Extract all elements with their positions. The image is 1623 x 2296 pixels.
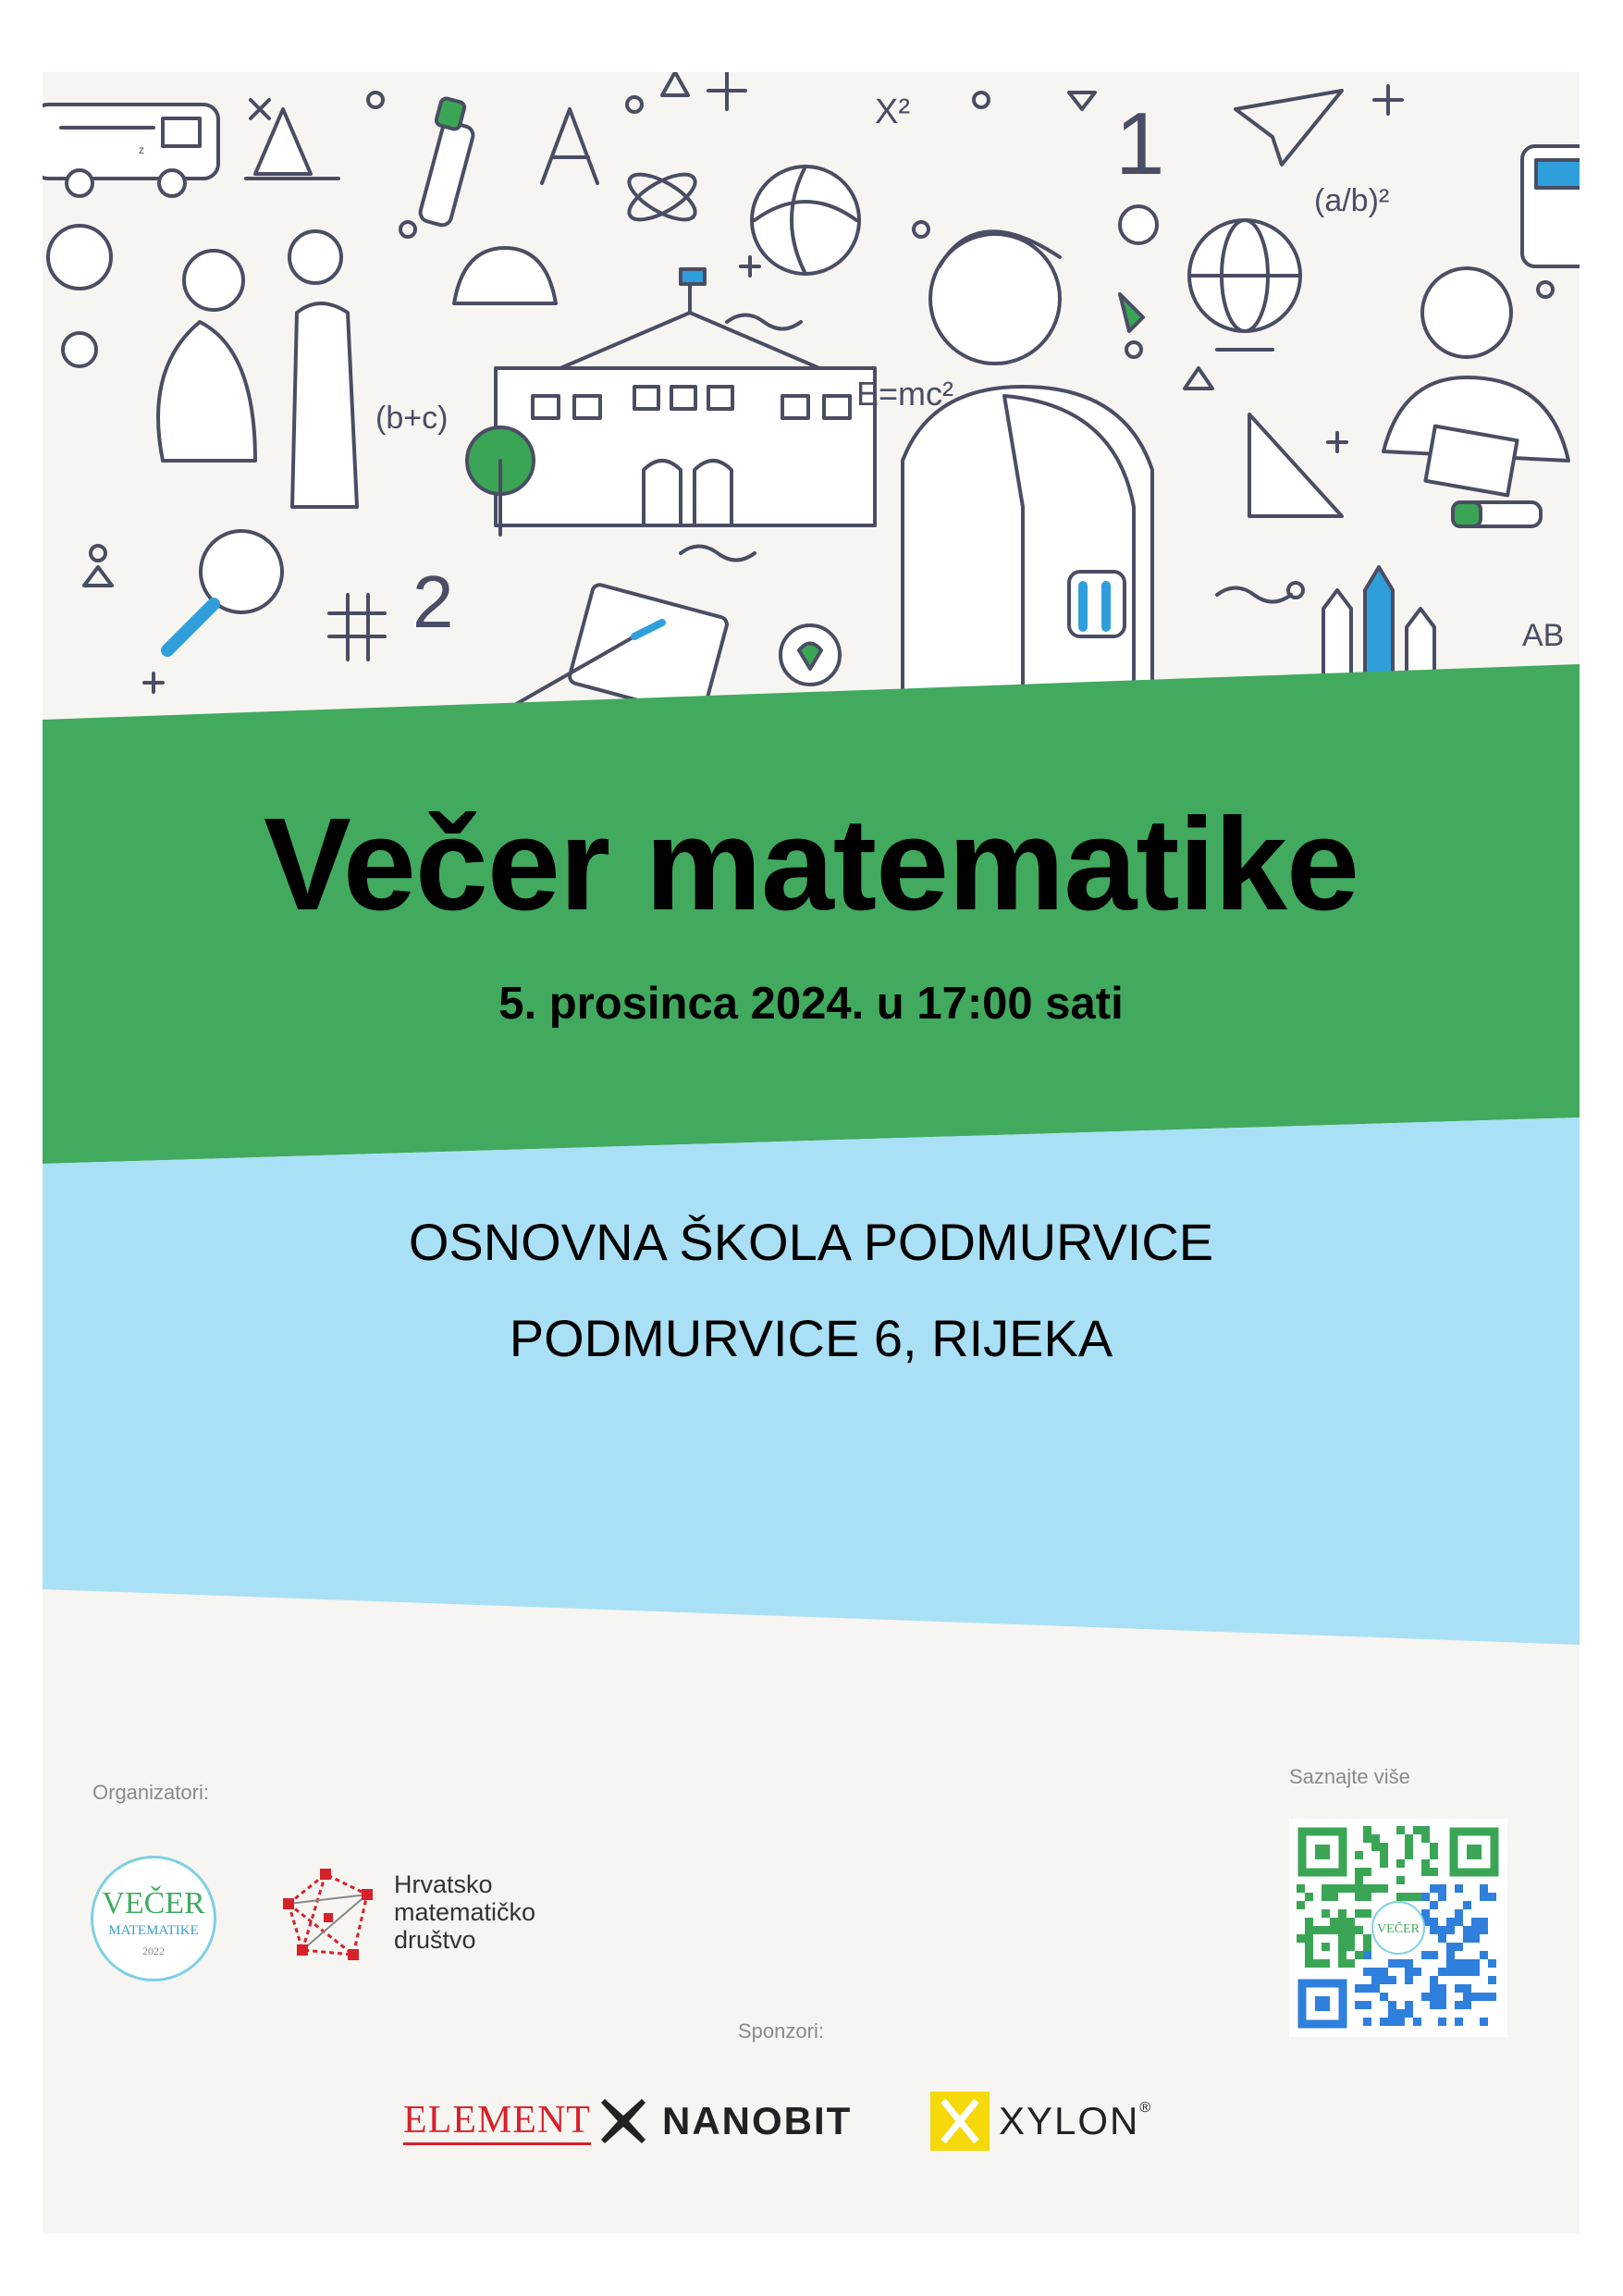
venue-address: PODMURVICE 6, RIJEKA bbox=[509, 1309, 1113, 1367]
qr-module bbox=[1388, 2009, 1396, 2018]
qr-module bbox=[1438, 2001, 1446, 2009]
vecer-logo-year: 2022 bbox=[142, 1944, 165, 1957]
qr-module bbox=[1463, 1968, 1471, 1976]
digit-two-label: 2 bbox=[412, 561, 454, 643]
qr-module bbox=[1338, 1909, 1346, 1918]
qr-module bbox=[1480, 2018, 1488, 2026]
qr-module bbox=[1355, 1893, 1363, 1901]
xylon-mark-icon bbox=[930, 2092, 990, 2151]
qr-module bbox=[1355, 1984, 1363, 1993]
qr-module bbox=[1471, 1993, 1480, 2001]
qr-module bbox=[1305, 1951, 1313, 1959]
qr-module bbox=[1438, 1968, 1446, 1976]
qr-module bbox=[1463, 1959, 1471, 1968]
qr-module bbox=[1305, 1926, 1313, 1934]
qr-module bbox=[1330, 1893, 1338, 1901]
qr-module bbox=[1430, 1918, 1438, 1926]
qr-module bbox=[1405, 1968, 1413, 1976]
qr-module bbox=[1297, 1884, 1305, 1893]
qr-module bbox=[1480, 1918, 1488, 1926]
qr-module bbox=[1322, 1893, 1330, 1901]
qr-module bbox=[1371, 1884, 1380, 1893]
nanobit-mark-icon bbox=[597, 2095, 649, 2147]
qr-module bbox=[1471, 1918, 1480, 1926]
qr-module bbox=[1471, 1968, 1480, 1976]
vecer-logo-title: VEČER bbox=[102, 1886, 205, 1920]
digit-one-label: 1 bbox=[1115, 94, 1165, 193]
qr-module bbox=[1305, 1943, 1313, 1951]
qr-module bbox=[1338, 1951, 1346, 1959]
hmd-line-1: Hrvatsko bbox=[394, 1870, 493, 1898]
qr-module bbox=[1322, 1909, 1330, 1918]
hmd-logo-icon[interactable] bbox=[279, 1867, 381, 1969]
element-wordmark: ELEMENT bbox=[403, 2098, 591, 2145]
qr-module bbox=[1430, 2001, 1438, 2009]
qr-module bbox=[1305, 1918, 1313, 1926]
qr-module bbox=[1430, 1926, 1438, 1934]
qr-module bbox=[1405, 1893, 1413, 1901]
qr-module bbox=[1430, 1868, 1438, 1876]
qr-module bbox=[1380, 1968, 1388, 1976]
qr-module bbox=[1338, 1926, 1346, 1934]
qr-module bbox=[1338, 1943, 1346, 1951]
sponsors-label: Sponzori: bbox=[738, 2019, 824, 2043]
qr-module bbox=[1363, 1868, 1371, 1876]
event-date: 5. prosinca 2024. u 17:00 sati bbox=[498, 979, 1124, 1029]
qr-module bbox=[1371, 1984, 1380, 1993]
qr-module bbox=[1371, 1976, 1380, 1984]
qr-module bbox=[1297, 1901, 1305, 1909]
qr-module bbox=[1430, 1984, 1438, 1993]
formula-bc: (b+c) bbox=[375, 401, 449, 436]
qr-module bbox=[1405, 1976, 1413, 1984]
qr-module bbox=[1463, 1934, 1471, 1943]
qr-module bbox=[1338, 1934, 1346, 1943]
qr-module bbox=[1363, 1909, 1371, 1918]
sponsor-element-logo[interactable] bbox=[403, 2089, 591, 2154]
x-squared-label: X² bbox=[875, 93, 910, 131]
qr-module bbox=[1421, 1868, 1430, 1876]
qr-module bbox=[1455, 1943, 1463, 1951]
qr-module bbox=[1363, 1943, 1371, 1951]
qr-module bbox=[1355, 1909, 1363, 1918]
qr-code[interactable] bbox=[1289, 1819, 1507, 2037]
qr-module bbox=[1355, 1951, 1363, 1959]
qr-module bbox=[1455, 1959, 1463, 1968]
qr-module bbox=[1455, 1968, 1463, 1976]
qr-module bbox=[1396, 2018, 1405, 2026]
nanobit-wordmark: NANOBIT bbox=[662, 2099, 853, 2142]
organizers-label: Organizatori: bbox=[92, 1781, 209, 1804]
qr-module bbox=[1421, 1834, 1430, 1843]
qr-module bbox=[1438, 1926, 1446, 1934]
qr-module bbox=[1430, 1851, 1438, 1859]
qr-module bbox=[1438, 1993, 1446, 2001]
qr-module bbox=[1388, 2001, 1396, 2009]
qr-module bbox=[1338, 1959, 1346, 1968]
qr-module bbox=[1455, 1884, 1463, 1893]
qr-module bbox=[1346, 1934, 1355, 1943]
qr-module bbox=[1355, 1876, 1363, 1884]
qr-module bbox=[1438, 1934, 1446, 1943]
qr-module bbox=[1455, 1984, 1463, 1993]
qr-module bbox=[1330, 1884, 1338, 1893]
qr-module bbox=[1363, 2001, 1371, 2009]
qr-module bbox=[1438, 1984, 1446, 1993]
qr-module bbox=[1388, 1959, 1396, 1968]
qr-module bbox=[1380, 1993, 1388, 2001]
qr-module bbox=[1438, 1884, 1446, 1893]
qr-module bbox=[1313, 1926, 1322, 1934]
qr-module bbox=[1396, 1826, 1405, 1834]
qr-module bbox=[1455, 2018, 1463, 2026]
qr-module bbox=[1355, 1868, 1363, 1876]
qr-module bbox=[1421, 1909, 1430, 1918]
qr-module bbox=[1430, 1843, 1438, 1851]
qr-module bbox=[1446, 1943, 1455, 1951]
qr-module bbox=[1338, 1884, 1346, 1893]
qr-module bbox=[1388, 1976, 1396, 1984]
qr-module bbox=[1322, 1926, 1330, 1934]
qr-module bbox=[1346, 1959, 1355, 1968]
qr-module bbox=[1430, 1884, 1438, 1893]
qr-module bbox=[1446, 1918, 1455, 1926]
qr-module bbox=[1363, 1893, 1371, 1901]
qr-module bbox=[1355, 2001, 1363, 2009]
qr-code-icon bbox=[1289, 1819, 1507, 2037]
vecer-matematike-logo[interactable] bbox=[91, 1856, 216, 1981]
qr-module bbox=[1297, 1934, 1305, 1943]
qr-module bbox=[1363, 1834, 1371, 1843]
event-title: Večer matematike bbox=[264, 791, 1359, 938]
qr-module bbox=[1396, 1876, 1405, 1884]
qr-module bbox=[1463, 2001, 1471, 2009]
qr-module bbox=[1322, 1959, 1330, 1968]
formula-emc: E=mc² bbox=[856, 375, 954, 413]
qr-module bbox=[1463, 1901, 1471, 1909]
qr-module bbox=[1480, 1893, 1488, 1901]
qr-module bbox=[1480, 1951, 1488, 1959]
qr-module bbox=[1488, 1893, 1496, 1901]
qr-center-badge: VEČER bbox=[1377, 1922, 1420, 1936]
qr-module bbox=[1430, 1951, 1438, 1959]
tiny-mark: z bbox=[139, 143, 144, 156]
qr-module bbox=[1305, 1934, 1313, 1943]
qr-module bbox=[1363, 1984, 1371, 1993]
qr-module bbox=[1380, 1976, 1388, 1984]
qr-module bbox=[1471, 1926, 1480, 1934]
blue-band bbox=[43, 1117, 1580, 1645]
qr-module bbox=[1463, 1984, 1471, 1993]
qr-module bbox=[1305, 1893, 1313, 1901]
venue-name: OSNOVNA ŠKOLA PODMURVICE bbox=[408, 1213, 1214, 1271]
qr-module bbox=[1421, 1826, 1430, 1834]
hmd-line-2: matematičko bbox=[394, 1898, 536, 1926]
qr-module bbox=[1421, 1951, 1430, 1959]
qr-module bbox=[1322, 1884, 1330, 1893]
qr-module bbox=[1380, 1884, 1388, 1893]
qr-module bbox=[1480, 1884, 1488, 1893]
xylon-wordmark: XYLON bbox=[999, 2099, 1140, 2142]
qr-module bbox=[1413, 1893, 1421, 1901]
qr-module bbox=[1488, 1993, 1496, 2001]
qr-module bbox=[1396, 2009, 1405, 2018]
qr-module bbox=[1396, 1859, 1405, 1868]
qr-module bbox=[1380, 1843, 1388, 1851]
qr-module bbox=[1388, 2018, 1396, 2026]
registered-mark: ® bbox=[1139, 2100, 1151, 2116]
qr-module bbox=[1471, 1934, 1480, 1943]
qr-module bbox=[1405, 1834, 1413, 1843]
qr-module bbox=[1446, 1951, 1455, 1959]
color-bands bbox=[43, 72, 1580, 1830]
qr-module bbox=[1455, 1918, 1463, 1926]
qr-module bbox=[1430, 1901, 1438, 1909]
qr-module bbox=[1480, 1993, 1488, 2001]
qr-module bbox=[1430, 1993, 1438, 2001]
qr-module bbox=[1355, 1926, 1363, 1934]
qr-module bbox=[1363, 1826, 1371, 1834]
qr-module bbox=[1421, 1993, 1430, 2001]
qr-module bbox=[1471, 1959, 1480, 1968]
qr-module bbox=[1371, 1843, 1380, 1851]
qr-module bbox=[1413, 2018, 1421, 2026]
qr-module bbox=[1405, 1851, 1413, 1859]
qr-module bbox=[1463, 1926, 1471, 1934]
qr-module bbox=[1455, 1909, 1463, 1918]
qr-module bbox=[1396, 1959, 1405, 1968]
qr-module bbox=[1446, 1959, 1455, 1968]
qr-module bbox=[1330, 1926, 1338, 1934]
sponsor-nanobit-logo[interactable] bbox=[597, 2089, 852, 2154]
qr-module bbox=[1313, 1959, 1322, 1968]
qr-module bbox=[1305, 1959, 1313, 1968]
qr-module bbox=[1488, 1976, 1496, 1984]
qr-module bbox=[1413, 1826, 1421, 1834]
qr-module bbox=[1488, 1959, 1496, 1968]
hmd-name bbox=[394, 1870, 535, 1954]
sponsor-xylon-logo[interactable] bbox=[930, 2089, 1150, 2154]
qr-module bbox=[1380, 2018, 1388, 2026]
qr-module bbox=[1405, 2009, 1413, 2018]
more-info-label: Saznajte više bbox=[1289, 1765, 1410, 1788]
qr-module bbox=[1380, 1859, 1388, 1868]
qr-module bbox=[1480, 1926, 1488, 1934]
qr-module bbox=[1363, 1951, 1371, 1959]
qr-module bbox=[1405, 1959, 1413, 1968]
vecer-logo-subtitle: MATEMATIKE bbox=[108, 1923, 199, 1938]
qr-module bbox=[1380, 1851, 1388, 1859]
qr-module bbox=[1421, 1859, 1430, 1868]
qr-module bbox=[1438, 1893, 1446, 1901]
qr-module bbox=[1346, 1918, 1355, 1926]
qr-module bbox=[1455, 2001, 1463, 2009]
qr-module bbox=[1438, 2018, 1446, 2026]
qr-module bbox=[1322, 1943, 1330, 1951]
qr-module bbox=[1446, 1968, 1455, 1976]
qr-module bbox=[1346, 1884, 1355, 1893]
hmd-line-3: društvo bbox=[394, 1926, 476, 1954]
qr-module bbox=[1405, 1843, 1413, 1851]
qr-module bbox=[1330, 1918, 1338, 1926]
qr-module bbox=[1430, 1976, 1438, 1984]
qr-module bbox=[1363, 1968, 1371, 1976]
event-poster bbox=[43, 72, 1580, 2233]
qr-module bbox=[1363, 2018, 1371, 2026]
qr-module bbox=[1355, 1851, 1363, 1859]
qr-module bbox=[1463, 1993, 1471, 2001]
qr-module bbox=[1413, 1968, 1421, 1976]
qr-module bbox=[1405, 2001, 1413, 2009]
qr-module bbox=[1338, 1918, 1346, 1926]
qr-module bbox=[1446, 1926, 1455, 1934]
qr-module bbox=[1363, 1884, 1371, 1893]
qr-module bbox=[1396, 1893, 1405, 1901]
ab-label: AB bbox=[1522, 618, 1565, 653]
qr-module bbox=[1346, 1943, 1355, 1951]
qr-module bbox=[1371, 1834, 1380, 1843]
fraction-label: (a/b)² bbox=[1314, 183, 1390, 218]
qr-module bbox=[1355, 1884, 1363, 1893]
qr-module bbox=[1346, 1926, 1355, 1934]
qr-module bbox=[1363, 1934, 1371, 1943]
qr-module bbox=[1371, 1968, 1380, 1976]
qr-module bbox=[1421, 1893, 1430, 1901]
